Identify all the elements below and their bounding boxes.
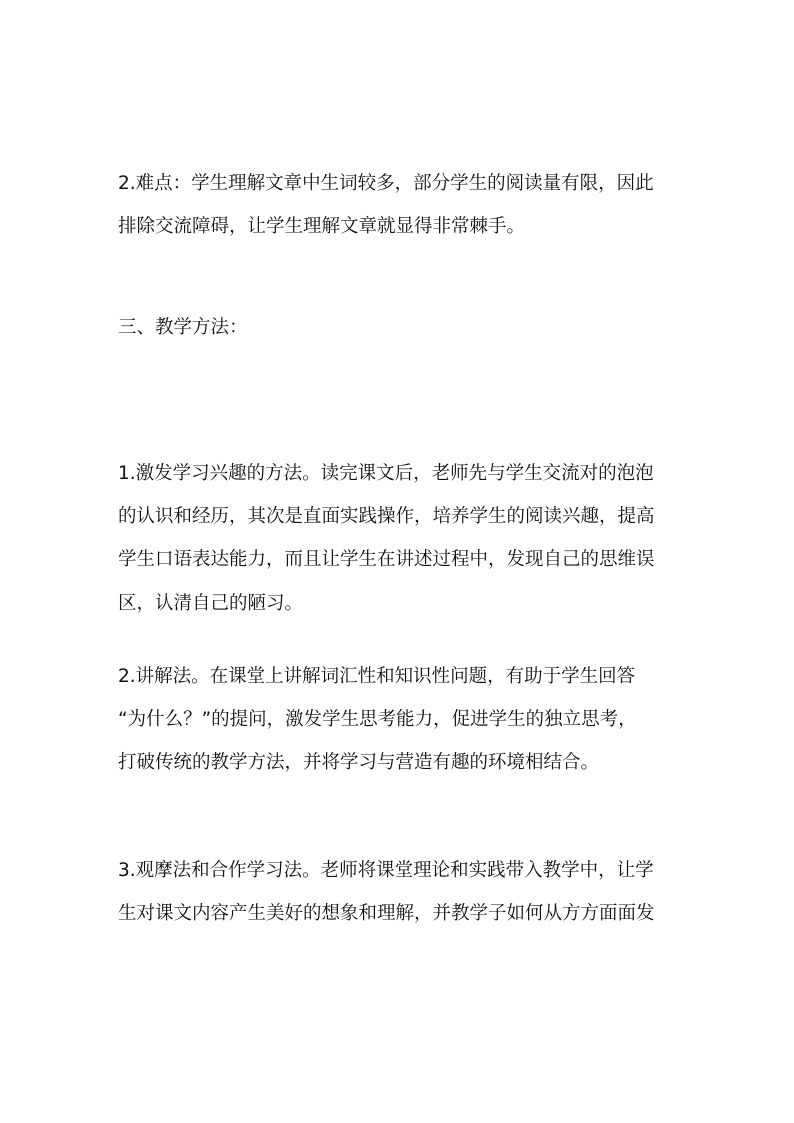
paragraph-difficulty-line-1: 2.难点：学生理解文章中生词较多，部分学生的阅读量有限，因此 (118, 173, 654, 194)
paragraph-method-3-line-2: 生对课文内容产生美好的想象和理解，并教学子如何从方方面面发 (118, 903, 655, 924)
paragraph-method-1-line-3: 学生口语表达能力，而且让学生在讲述过程中，发现自己的思维误 (118, 549, 655, 570)
paragraph-method-1-line-1: 1.激发学习兴趣的方法。读完课文后，老师先与学生交流对的泡泡 (118, 463, 654, 484)
section-heading: 三、教学方法： (118, 317, 248, 338)
paragraph-method-2-line-1: 2.讲解法。在课堂上讲解词汇性和知识性问题，有助于学生回答 (118, 666, 636, 687)
paragraph-method-1-line-4: 区，认清自己的陋习。 (118, 593, 304, 614)
paragraph-method-2-line-2: “为什么？”的提问，激发学生思考能力，促进学生的独立思考， (118, 709, 637, 730)
paragraph-difficulty-line-2: 排除交流障碍，让学生理解文章就显得非常棘手。 (118, 216, 526, 237)
paragraph-method-2-line-3: 打破传统的教学方法，并将学习与营造有趣的环境相结合。 (118, 752, 600, 773)
paragraph-method-1-line-2: 的认识和经历，其次是直面实践操作，培养学生的阅读兴趣，提高 (118, 506, 655, 527)
paragraph-method-3-line-1: 3.观摩法和合作学习法。老师将课堂理论和实践带入教学中，让学 (118, 860, 654, 881)
